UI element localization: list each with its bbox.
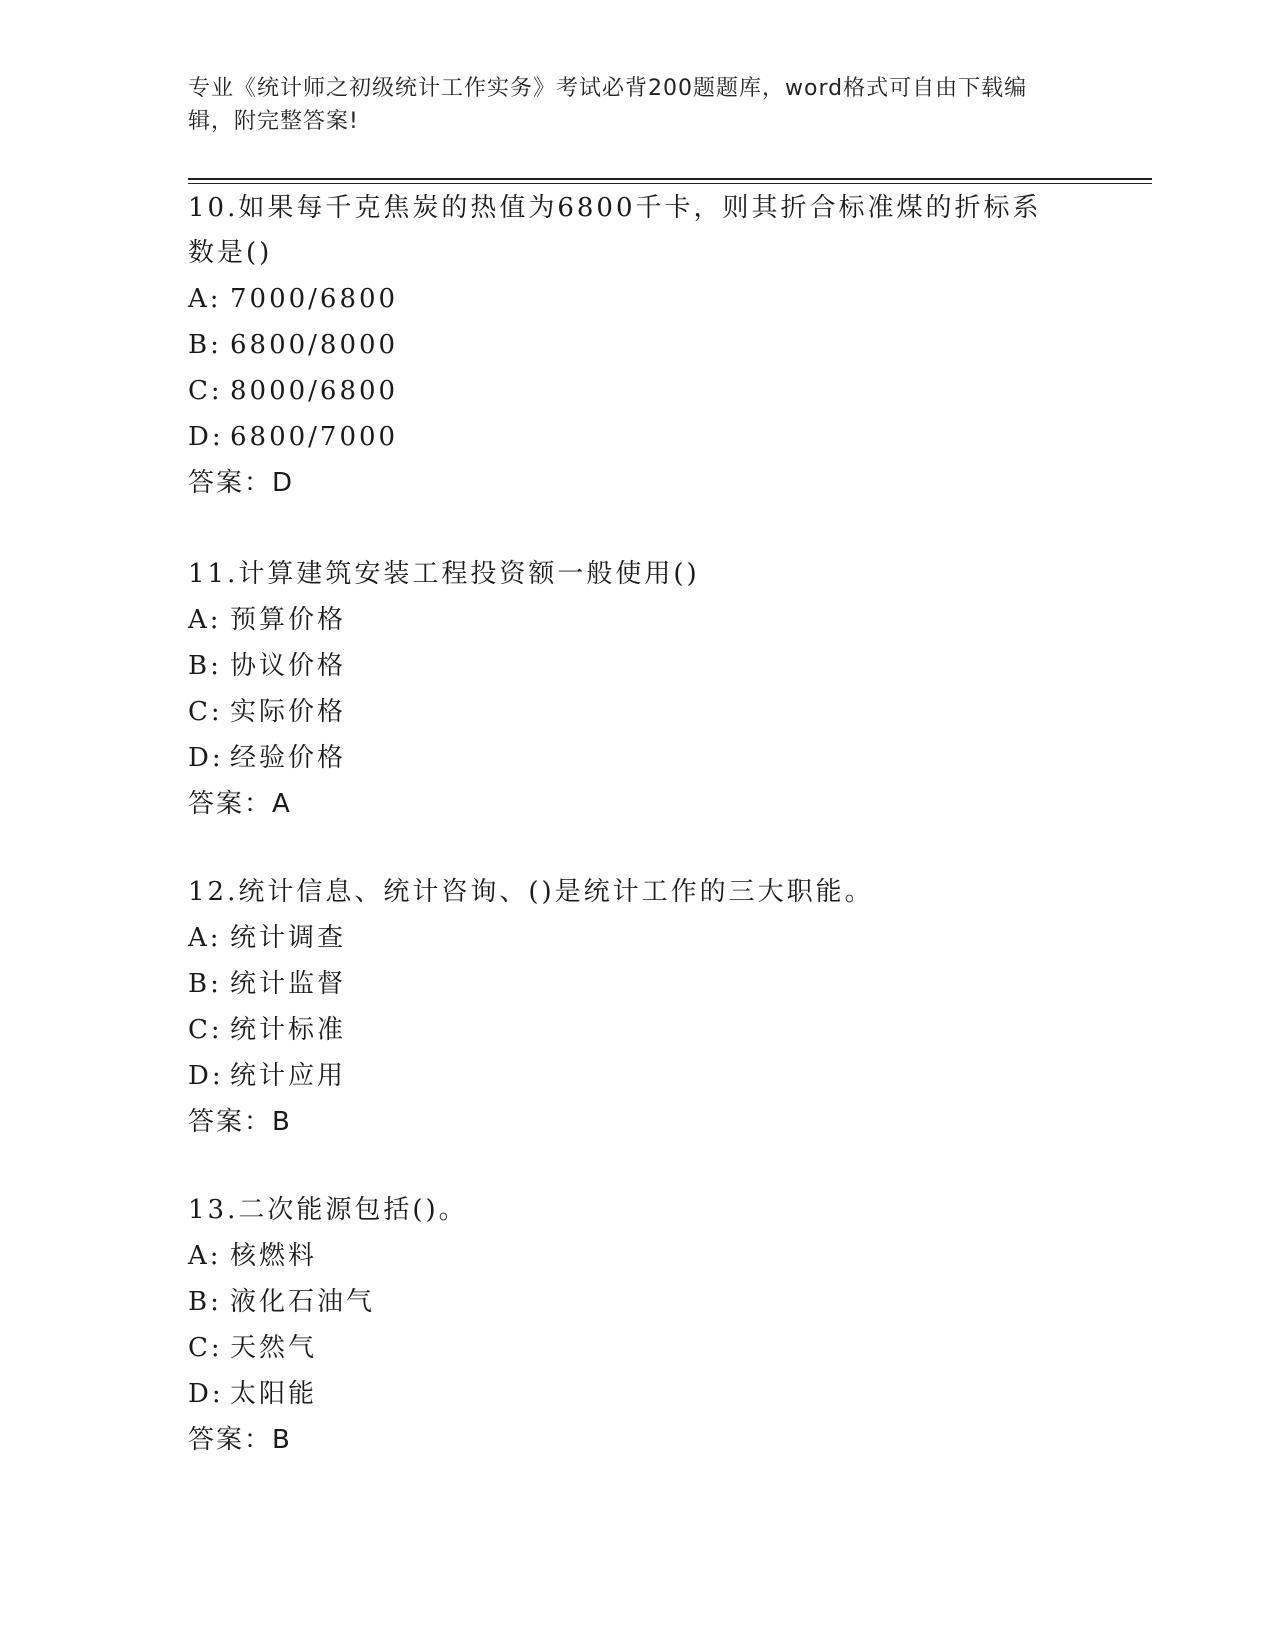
option-d	[188, 735, 1068, 781]
option-text: 8000/6800	[230, 376, 399, 406]
question-12	[188, 870, 1068, 1145]
option-a	[188, 915, 1068, 961]
option-d	[188, 1371, 1068, 1417]
option-text: 6800/7000	[230, 422, 399, 452]
option-text: 液化石油气	[230, 1287, 376, 1317]
option-text: 6800/8000	[230, 330, 399, 360]
option-text: 太阳能	[230, 1379, 318, 1409]
option-c	[188, 1325, 1068, 1371]
option-key: C:	[188, 376, 223, 406]
question-stem: 13.二次能源包括()。	[188, 1195, 468, 1225]
option-key: B:	[188, 1287, 222, 1317]
question-stem: 11.计算建筑安装工程投资额一般使用()	[188, 559, 700, 589]
option-text: 经验价格	[230, 743, 347, 773]
option-d	[188, 414, 1068, 460]
document-header: 专业《统计师之初级统计工作实务》考试必背200题题库，word格式可自由下载编辑，附完整答案!	[188, 76, 1028, 134]
option-d	[188, 1053, 1068, 1099]
option-key: D:	[188, 1379, 224, 1409]
option-b	[188, 322, 1068, 368]
answer-line: 答案：D	[188, 468, 295, 498]
option-key: A:	[188, 1241, 222, 1271]
header-divider-thick	[188, 178, 1152, 180]
option-text: 天然气	[230, 1333, 318, 1363]
option-text: 实际价格	[230, 697, 347, 727]
question-stem: 10.如果每千克焦炭的热值为6800千卡，则其折合标准煤的折标系数是()	[188, 193, 1042, 268]
option-text: 统计标准	[230, 1015, 347, 1045]
option-b	[188, 1279, 1068, 1325]
question-13	[188, 1188, 1068, 1463]
option-key: B:	[188, 651, 222, 681]
option-text: 统计应用	[230, 1061, 347, 1091]
question-stem: 12.统计信息、统计咨询、()是统计工作的三大职能。	[188, 877, 874, 907]
option-c	[188, 1007, 1068, 1053]
option-text: 7000/6800	[230, 284, 399, 314]
option-text: 核燃料	[230, 1241, 318, 1271]
header-divider-thin	[188, 183, 1152, 184]
option-a	[188, 1233, 1068, 1279]
option-key: C:	[188, 697, 223, 727]
option-text: 预算价格	[230, 605, 347, 635]
option-key: D:	[188, 1061, 224, 1091]
option-key: C:	[188, 1015, 223, 1045]
option-key: B:	[188, 330, 222, 360]
answer-line: 答案：B	[188, 1107, 292, 1137]
answer-line: 答案：A	[188, 789, 292, 819]
option-b	[188, 643, 1068, 689]
question-11	[188, 552, 1068, 827]
option-key: A:	[188, 923, 222, 953]
option-a	[188, 597, 1068, 643]
option-key: C:	[188, 1333, 223, 1363]
option-b	[188, 961, 1068, 1007]
option-c	[188, 689, 1068, 735]
option-c	[188, 368, 1068, 414]
question-10	[188, 186, 1068, 506]
option-key: A:	[188, 284, 222, 314]
option-text: 统计监督	[230, 969, 347, 999]
option-text: 协议价格	[230, 651, 347, 681]
option-key: D:	[188, 743, 224, 773]
option-key: D:	[188, 422, 224, 452]
option-a	[188, 276, 1068, 322]
option-key: B:	[188, 969, 222, 999]
option-text: 统计调查	[230, 923, 347, 953]
option-key: A:	[188, 605, 222, 635]
answer-line: 答案：B	[188, 1425, 292, 1455]
